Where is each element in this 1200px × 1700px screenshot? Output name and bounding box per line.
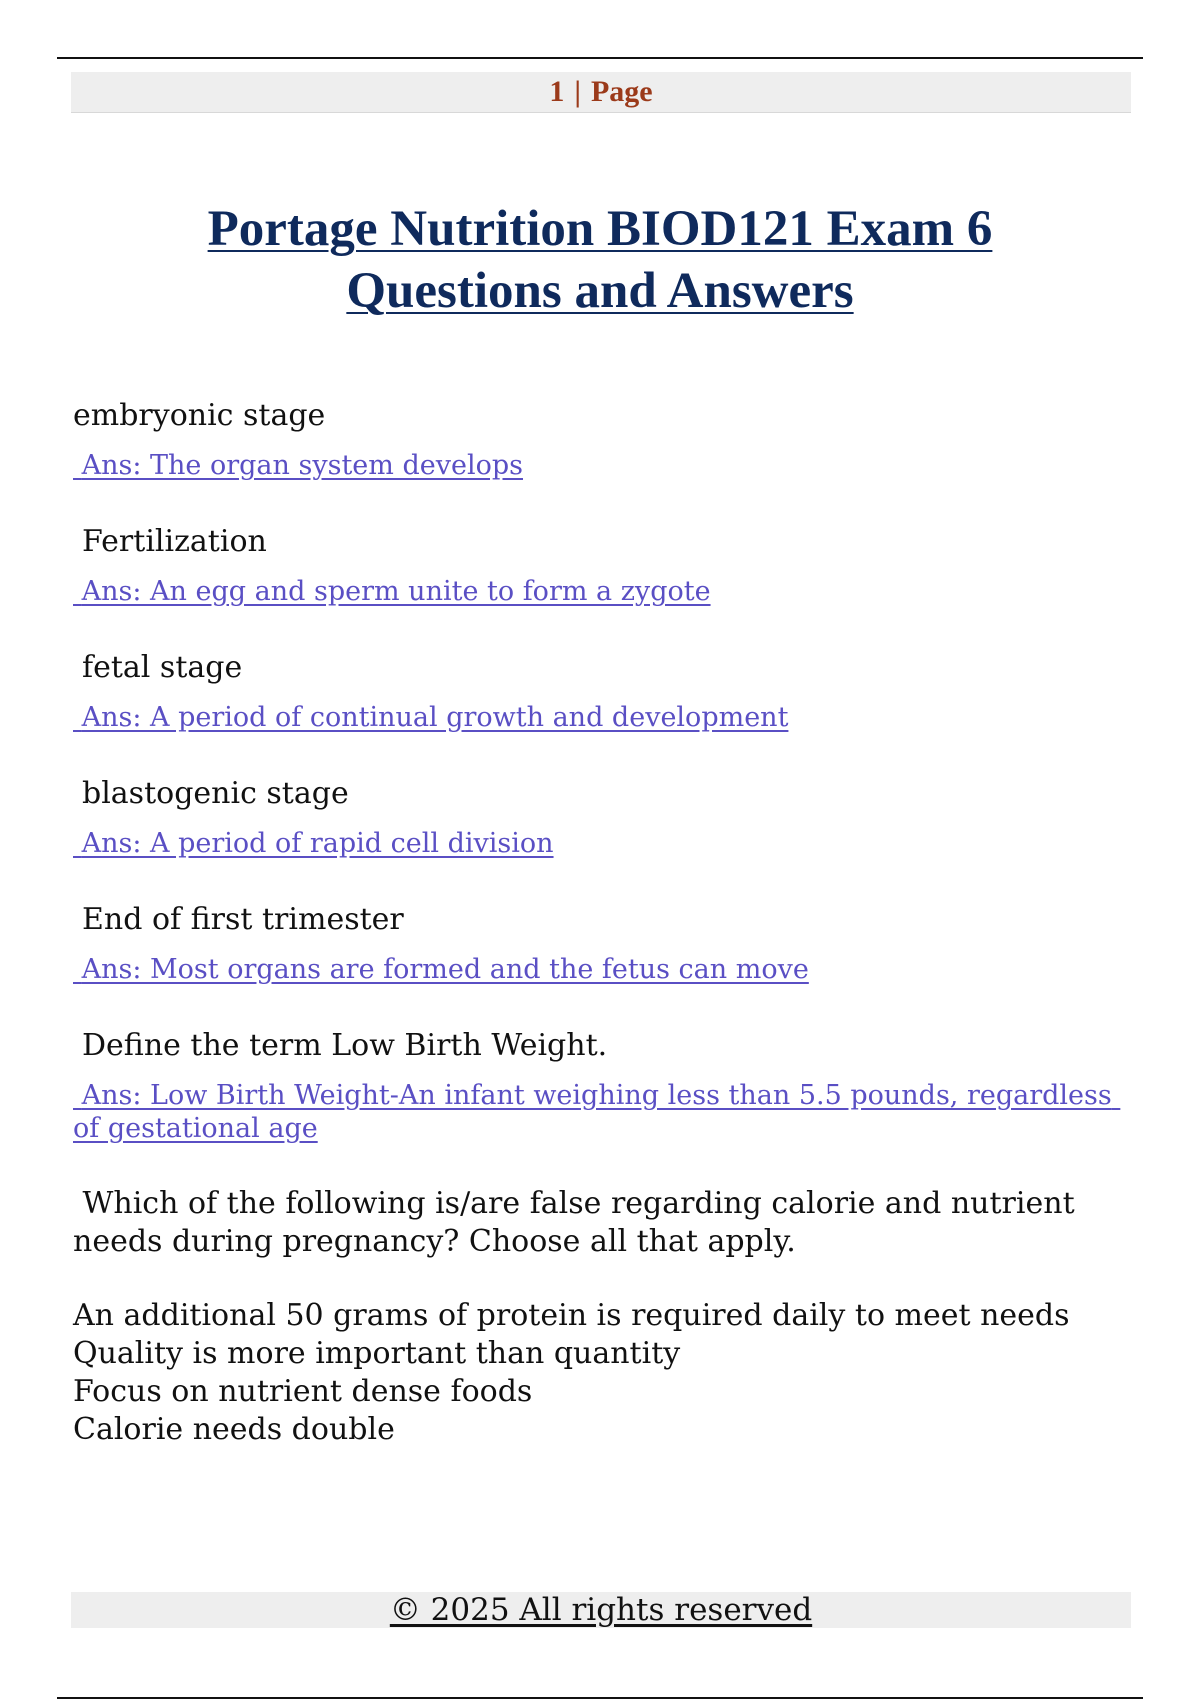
qa-item bbox=[73, 900, 1133, 986]
page-label: Page bbox=[590, 75, 653, 108]
answer-link[interactable]: Ans: An egg and sperm unite to form a zygote bbox=[73, 576, 711, 607]
page-number: 1 bbox=[549, 75, 565, 108]
multi-question-text bbox=[73, 1185, 1133, 1261]
option-item: An additional 50 grams of protein is required daily to meet needs bbox=[73, 1298, 1070, 1333]
page-footer bbox=[71, 1592, 1131, 1628]
question-text: Define the term Low Birth Weight. bbox=[82, 1028, 608, 1063]
answer-link[interactable]: Ans: A period of rapid cell division bbox=[73, 828, 554, 859]
answer-link[interactable]: Ans: Most organs are formed and the fetus can move bbox=[73, 954, 809, 985]
option-item: Focus on nutrient dense foods bbox=[73, 1374, 533, 1409]
top-rule bbox=[57, 57, 1143, 59]
qa-item bbox=[73, 774, 1133, 860]
question-text: fetal stage bbox=[82, 650, 243, 685]
answer-link[interactable]: Ans: The organ system develops bbox=[73, 450, 523, 481]
title-line-2: Questions and Answers bbox=[346, 263, 854, 319]
option-item: Quality is more important than quantity bbox=[73, 1336, 681, 1371]
question-text: blastogenic stage bbox=[82, 776, 349, 811]
qa-content bbox=[73, 396, 1133, 1449]
option-item: Calorie needs double bbox=[73, 1412, 395, 1447]
bottom-rule bbox=[57, 1697, 1143, 1699]
question-text: End of first trimester bbox=[82, 902, 404, 937]
answer-link[interactable]: Ans: Low Birth Weight-An infant weighing less than 5.5 pounds, regardless of gestational age bbox=[73, 1080, 1121, 1144]
qa-item bbox=[73, 396, 1133, 482]
multi-question-body: Which of the following is/are false regarding calorie and nutrient needs during pregnancy? Choose all that apply. bbox=[73, 1186, 1075, 1259]
answer-link[interactable]: Ans: A period of continual growth and development bbox=[73, 702, 789, 733]
multi-question-item bbox=[73, 1185, 1133, 1449]
question-text: Fertilization bbox=[82, 524, 267, 559]
page-separator: | bbox=[574, 75, 581, 108]
question-text: embryonic stage bbox=[73, 398, 326, 433]
qa-item bbox=[73, 1026, 1133, 1145]
title-line-1: Portage Nutrition BIOD121 Exam 6 bbox=[207, 201, 993, 257]
document-title bbox=[100, 198, 1100, 322]
qa-item bbox=[73, 648, 1133, 734]
copyright-text: © 2025 All rights reserved bbox=[389, 1592, 813, 1628]
page-header bbox=[71, 72, 1131, 113]
qa-item bbox=[73, 522, 1133, 608]
option-list bbox=[73, 1297, 1133, 1449]
